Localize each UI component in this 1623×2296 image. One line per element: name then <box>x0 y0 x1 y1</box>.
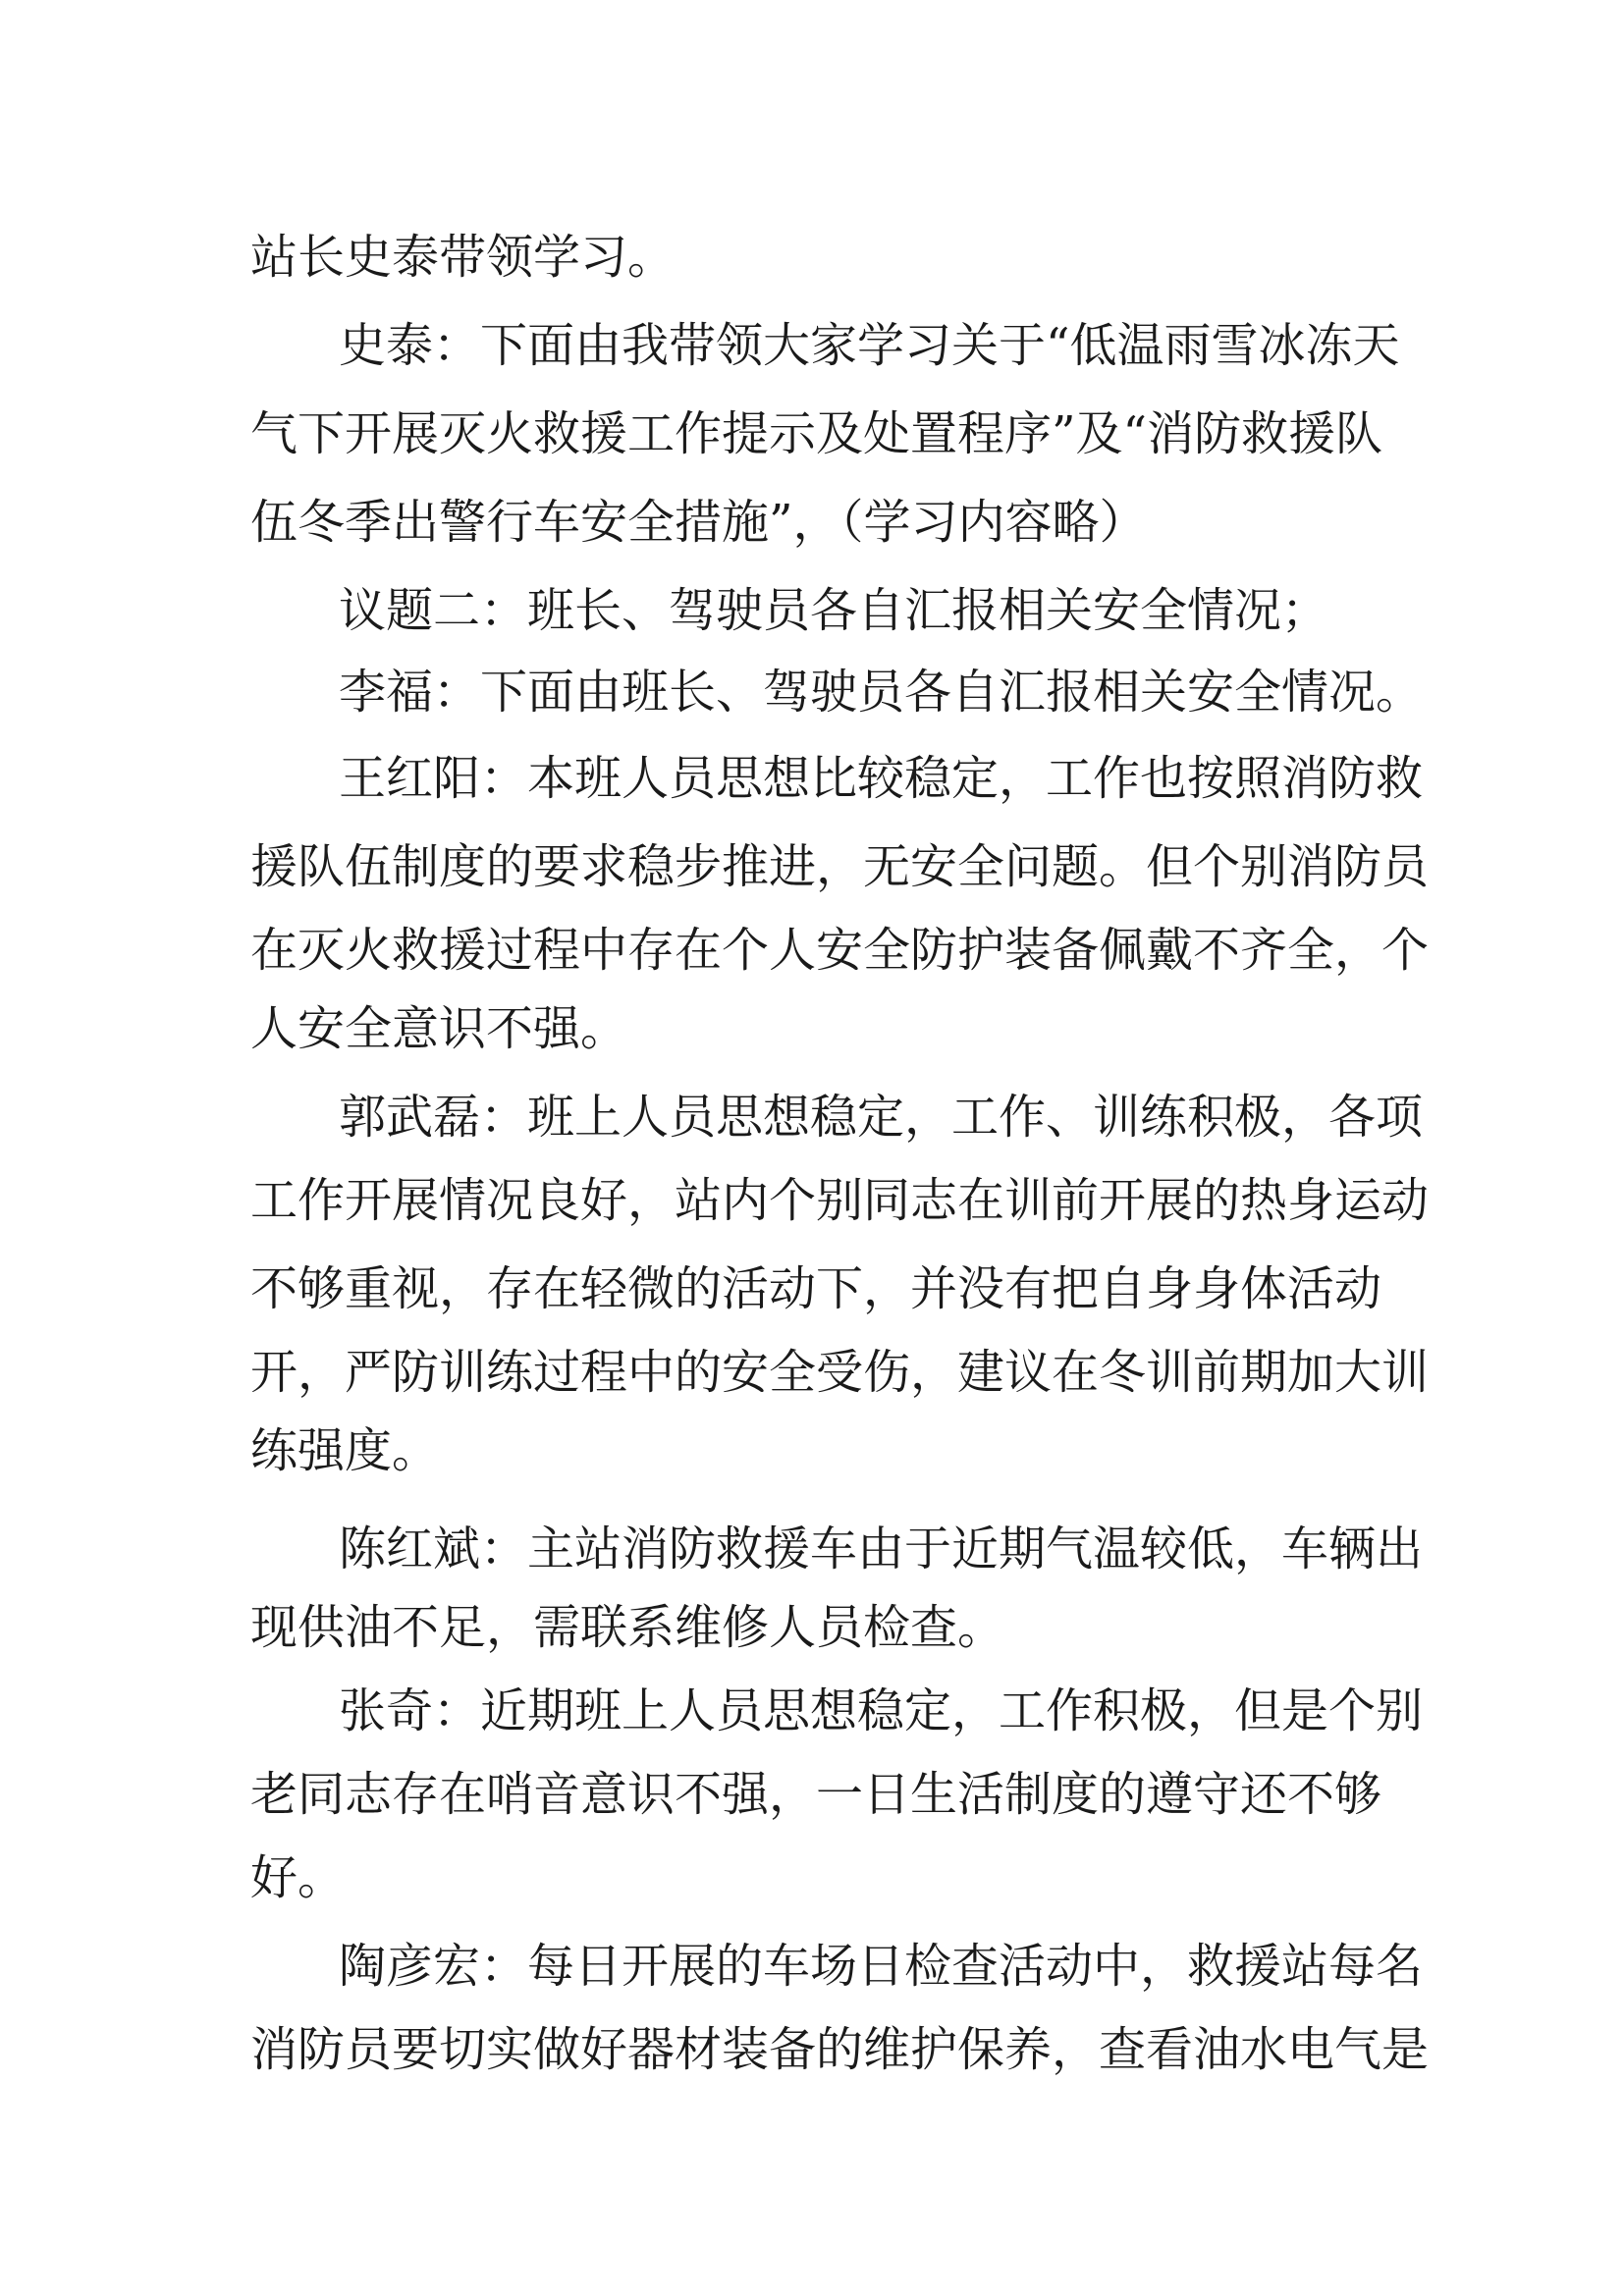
text-line: 练强度。 <box>250 1423 440 1478</box>
text-line: 援队伍制度的要求稳步推进，无安全问题。但个别消防员 <box>250 839 1430 894</box>
text-line: 张奇：近期班上人员思想稳定，工作积极，但是个别 <box>339 1683 1424 1738</box>
text-line: 老同志存在哨音意识不强，一日生活制度的遵守还不够 <box>250 1767 1382 1822</box>
text-line: 站长史泰带领学习。 <box>250 230 676 285</box>
text-line: 伍冬季出警行车安全措施”，（学习内容略） <box>250 495 1147 550</box>
text-line: 陈红斌：主站消防救援车由于近期气温较低，车辆出 <box>339 1522 1424 1576</box>
text-line: 好。 <box>250 1850 346 1905</box>
text-line: 消防员要切实做好器材装备的维护保养，查看油水电气是 <box>250 2022 1430 2077</box>
text-line: 不够重视，存在轻微的活动下，并没有把自身身体活动 <box>250 1261 1382 1316</box>
text-line: 人安全意识不强。 <box>250 1001 628 1056</box>
text-line: 郭武磊：班上人员思想稳定，工作、训练积极，各项 <box>339 1090 1424 1145</box>
text-line: 在灭火救援过程中存在个人安全防护装备佩戴不齐全，个 <box>250 923 1430 978</box>
text-line: 工作开展情况良好，站内个别同志在训前开展的热身运动 <box>250 1173 1430 1228</box>
text-line: 史泰：下面由我带领大家学习关于“低温雨雪冰冻天 <box>339 318 1400 373</box>
text-line: 现供油不足，需联系维修人员检查。 <box>250 1600 1005 1655</box>
text-line: 李福：下面由班长、驾驶员各自汇报相关安全情况。 <box>339 665 1424 720</box>
text-line: 开，严防训练过程中的安全受伤，建议在冬训前期加大训 <box>250 1345 1430 1400</box>
text-line: 陶彦宏：每日开展的车场日检查活动中，救援站每名 <box>339 1939 1424 1994</box>
text-line: 气下开展灭火救援工作提示及处置程序”及“消防救援队 <box>250 406 1383 461</box>
text-line: 王红阳：本班人员思想比较稳定，工作也按照消防救 <box>339 751 1424 806</box>
text-line: 议题二：班长、驾驶员各自汇报相关安全情况； <box>339 583 1329 638</box>
